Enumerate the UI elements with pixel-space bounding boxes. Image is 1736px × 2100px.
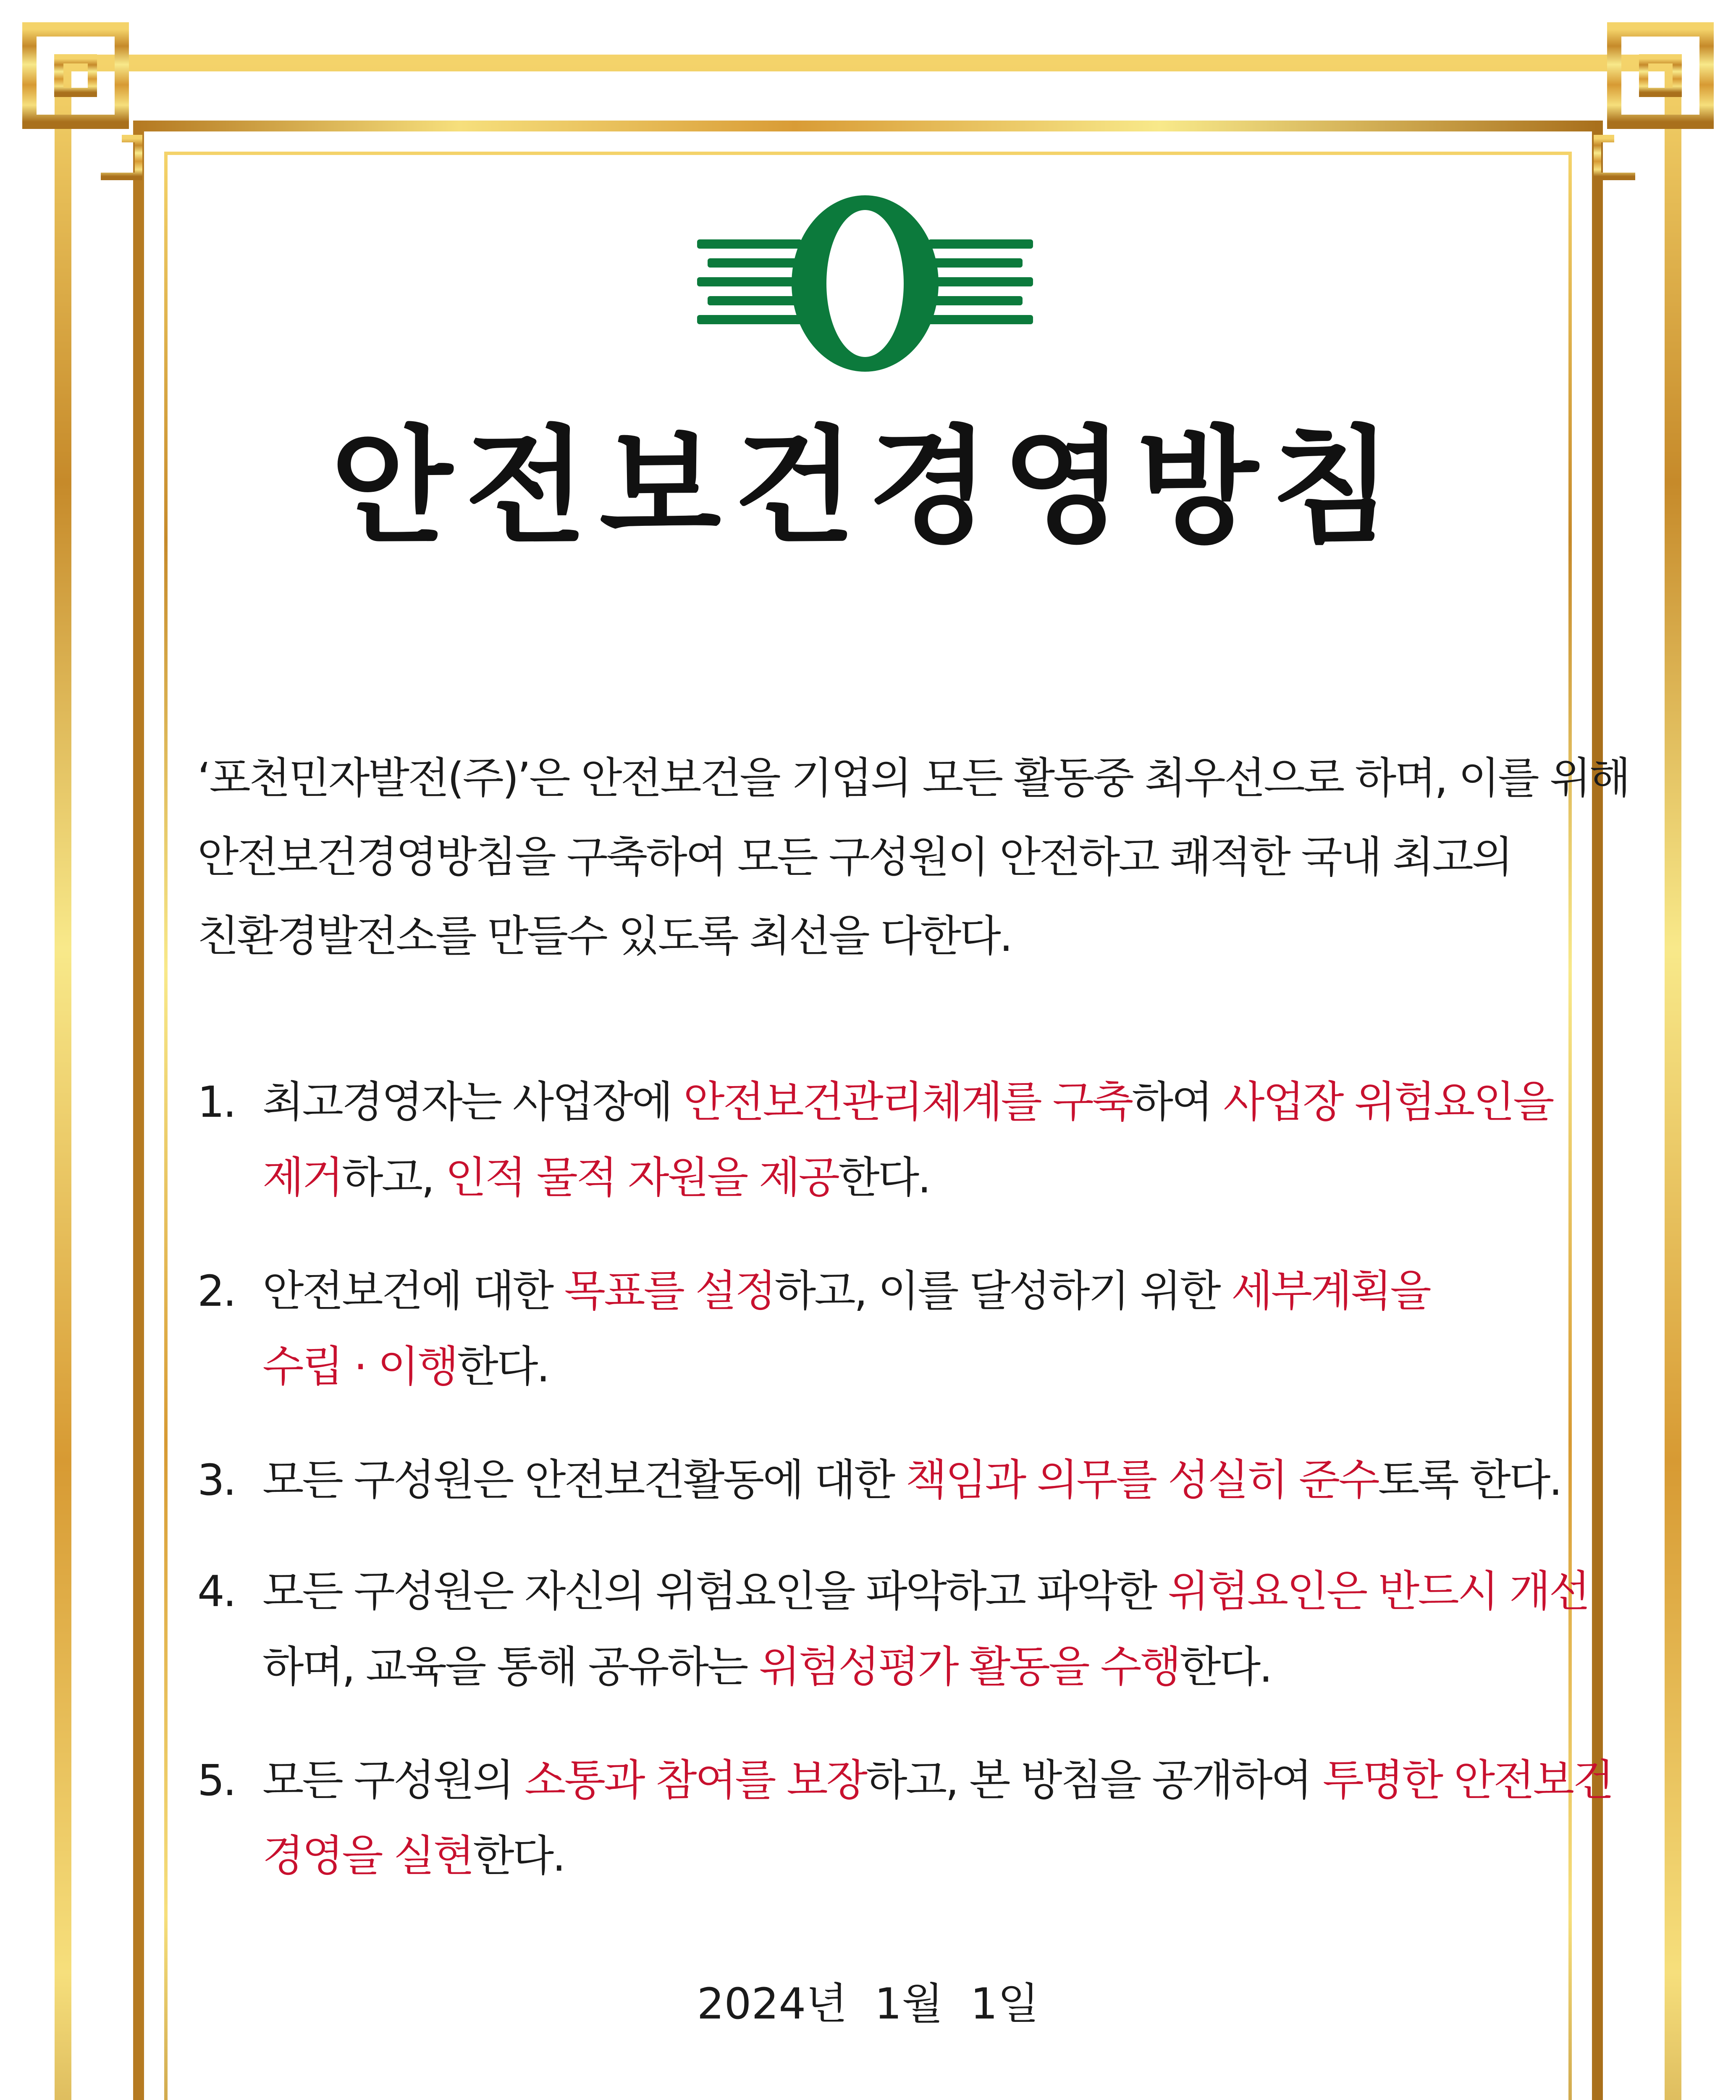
policy-text: 모든 구성원의 [262,1756,525,1806]
policy-line [262,1329,548,1405]
policy-text: 최고경영자는 사업장에 [262,1077,684,1127]
policy-line [262,1254,1430,1329]
intro-line: ‘포천민자발전(주)’은 안전보건을 기업의 모든 활동중 최우선으로 하며, 이를 위해 [197,753,1629,803]
policy-line [262,1554,1589,1630]
policy-emphasis: 목표를 설정 [564,1266,775,1316]
policy-line [262,1630,1271,1705]
policy-line [262,1443,1561,1518]
policy-text: 토록 한다. [1378,1455,1561,1505]
policy-text: 하여 [1132,1077,1223,1127]
policy-text: 한다. [473,1831,564,1881]
policy-text: 한다. [457,1342,548,1392]
policy-line [262,1065,1553,1140]
policy-emphasis: 세부계획을 [1231,1266,1430,1316]
policy-number: 5. [197,1756,235,1806]
policy-number: 2. [197,1266,235,1316]
page-title: 안전보건경영방침 [330,414,1406,560]
company-emblem-icon [697,191,1033,376]
policy-line [262,1743,1613,1819]
policy-number: 4. [197,1567,235,1617]
policy-emphasis: 경영을 실현 [262,1831,473,1881]
policy-number: 1. [197,1077,235,1127]
policy-emphasis: 위험성평가 활동을 수행 [758,1642,1180,1692]
policy-line [262,1819,564,1894]
intro-paragraph [197,739,1629,976]
policy-emphasis: 제거 [262,1153,342,1203]
policy-number: 3. [197,1455,235,1505]
intro-line: 안전보건경영방침을 구축하여 모든 구성원이 안전하고 쾌적한 국내 최고의 [197,832,1512,882]
policy-text: 한다. [838,1153,930,1203]
policy-text: 모든 구성원은 자신의 위험요인을 파악하고 파악한 [262,1567,1168,1617]
policy-text: 하고, 본 방침을 공개하여 [866,1756,1323,1806]
policy-emphasis: 수립 · 이행 [262,1342,457,1392]
policy-emphasis: 안전보건관리체계를 구축 [683,1077,1132,1127]
policy-text: 모든 구성원은 안전보건활동에 대한 [262,1455,906,1505]
policy-text: 한다. [1180,1642,1271,1692]
policy-text: 안전보건에 대한 [262,1266,564,1316]
policy-emphasis: 인적 물적 자원을 제공 [445,1153,839,1203]
intro-line: 친환경발전소를 만들수 있도록 최선을 다한다. [197,911,1012,961]
issue-date: 2024년 1월 1일 [697,1979,1039,2029]
policy-emphasis: 투명한 안전보건 [1322,1756,1613,1806]
policy-text: 하고, [342,1153,445,1203]
policy-emphasis: 사업장 위험요인을 [1223,1077,1553,1127]
policy-emphasis: 책임과 의무를 성실히 준수 [905,1455,1378,1505]
policy-text: 하고, 이를 달성하기 위한 [774,1266,1232,1316]
policy-emphasis: 소통과 참여를 보장 [524,1756,866,1806]
policy-line [262,1140,930,1216]
policy-emphasis: 위험요인은 반드시 개선 [1167,1567,1589,1617]
policy-text: 하며, 교육을 통해 공유하는 [262,1642,759,1692]
